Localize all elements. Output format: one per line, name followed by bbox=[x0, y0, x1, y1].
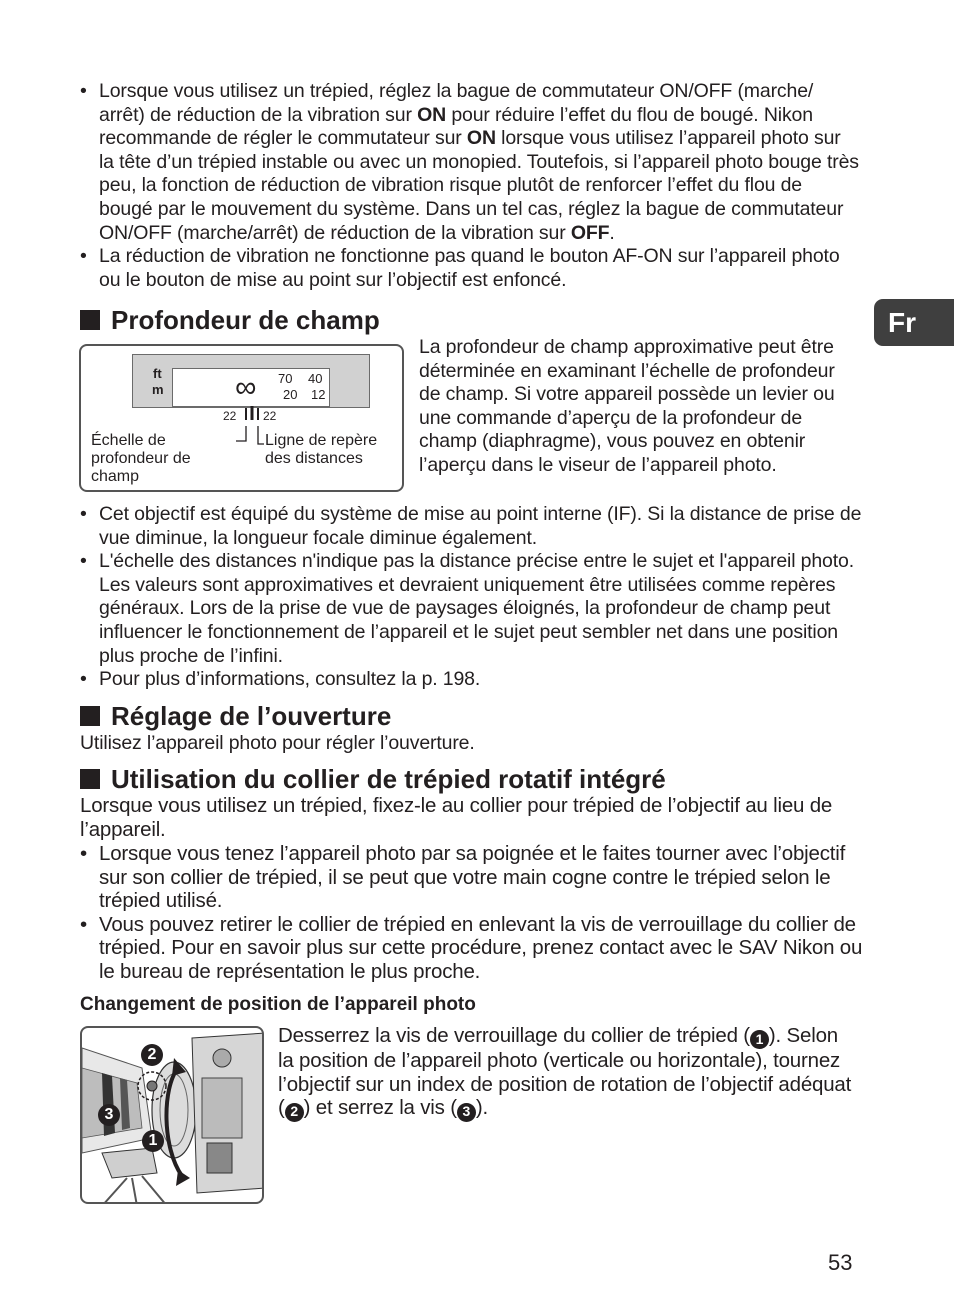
section-heading-depth-of-field bbox=[80, 305, 380, 335]
caption-dof-scale: Échelle de profondeur de champ bbox=[91, 432, 191, 485]
index-line-icon bbox=[236, 406, 266, 466]
distance-scale-window bbox=[172, 368, 330, 407]
heading-text: Utilisation du collier de trépied rotatif intégré bbox=[111, 764, 666, 794]
scale-unit-m: m bbox=[152, 382, 164, 397]
subheading-camera-position: Changement de position de l’appareil photo bbox=[80, 994, 476, 1015]
language-tab: Fr bbox=[874, 299, 954, 346]
tripod-collar-rotation-illustration bbox=[80, 1026, 264, 1204]
dof-mark-right: 22 bbox=[263, 409, 277, 423]
text-run: Desserrez la vis de verrouillage du collier de trépied ( bbox=[278, 1024, 750, 1047]
text-run: Lorsque vous utilisez un trépied, réglez la bague de commutateur ON/OFF (marche/ arrêt) de réduction de la vibration sur bbox=[99, 80, 814, 126]
heading-text: Réglage de l’ouverture bbox=[111, 701, 392, 731]
text-run: ). Selon la position de l’appareil photo (verticale ou horizontale), tournez l’objectif sur un index de position de rotation de l’objectif adéquat ( bbox=[278, 1024, 852, 1120]
list-item: • Lorsque vous tenez l’appareil photo par sa poignée et le faites tourner avec l’objectif sur son collier de trépied, il se peut que votre main cogne contre le trépied selon le trépied utilisé. bbox=[80, 842, 870, 913]
scale-number: 12 bbox=[311, 387, 326, 402]
list-item: • Pour plus d’informations, consultez la p. 198. bbox=[80, 668, 862, 692]
callout-2: 2 bbox=[141, 1044, 163, 1066]
bold-term: ON bbox=[466, 127, 496, 150]
scale-number: 40 bbox=[308, 371, 323, 386]
aperture-text: Utilisez l’appareil photo pour régler l’ouverture. bbox=[80, 732, 475, 754]
dof-mark-left: 22 bbox=[223, 409, 237, 423]
scale-panel bbox=[132, 354, 370, 408]
caption-distance-index: Ligne de repère des distances bbox=[265, 432, 378, 467]
callout-3: 3 bbox=[98, 1104, 120, 1126]
list-item: • L'échelle des distances n'indique pas la distance précise entre le sujet et l'appareil photo. Les valeurs sont approximatives et devraient uniquement être utilisées comme repères généraux. Lors de la prise de vue de paysages éloignés, la profondeur de champ peut influencer le fonctionnement de l’appareil et le sujet peut sembler net dans une position plus proche de l’infini. bbox=[80, 550, 862, 668]
camera-position-text bbox=[278, 1024, 858, 1122]
list-item bbox=[80, 245, 860, 292]
scale-number: 70 bbox=[278, 371, 293, 386]
bold-term: ON bbox=[417, 103, 447, 126]
depth-of-field-scale-figure bbox=[79, 344, 404, 492]
text-run: ). bbox=[475, 1096, 488, 1120]
list-item: • Vous pouvez retirer le collier de trépied en enlevant la vis de verrouillage du collier de trépied. Pour en savoir plus sur cette procédure, prenez contact avec le SAV Nikon ou le bureau de représentation le plus proche. bbox=[80, 913, 870, 984]
list-item bbox=[80, 80, 860, 245]
text-run: La réduction de vibration ne fonctionne pas quand le bouton AF-ON sur l’appareil photo ou le bouton de mise au point sur l’objectif est enfoncé. bbox=[99, 245, 840, 291]
square-bullet-icon bbox=[80, 310, 100, 330]
square-bullet-icon bbox=[80, 706, 100, 726]
square-bullet-icon bbox=[80, 769, 100, 789]
scale-number: 20 bbox=[283, 387, 298, 402]
text-run: lorsque vous utilisez l’appareil photo sur la tête d’un trépied instable ou avec un monopied. Toutefois, si l’appareil photo bouge très peu, la fonction de réduction de vibration risque plutôt de renforcer l’effet du flou de bougé par le mouvement du système. Dans un tel cas, réglez la bague de commutateur ON/OFF (marche/arrêt) de réduction de la vibration sur bbox=[99, 127, 859, 244]
text-run: . bbox=[609, 221, 615, 244]
tripod-bullet-list bbox=[80, 842, 870, 984]
page-number: 53 bbox=[828, 1250, 853, 1275]
callout-1: 1 bbox=[142, 1130, 164, 1152]
dof-bullet-list bbox=[80, 503, 862, 692]
intro-bullet-list bbox=[80, 80, 860, 292]
section-heading-aperture bbox=[80, 701, 391, 731]
text-run: ) et serrez la vis ( bbox=[303, 1096, 457, 1120]
step-number-icon: 1 bbox=[750, 1030, 769, 1049]
tripod-text: Lorsque vous utilisez un trépied, fixez-le au collier pour trépied de l’objectif au lieu de l’appareil. bbox=[80, 794, 833, 841]
section-heading-tripod-collar bbox=[80, 764, 666, 794]
step-number-icon: 3 bbox=[457, 1103, 476, 1122]
step-number-icon: 2 bbox=[285, 1103, 304, 1122]
scale-unit-ft: ft bbox=[153, 366, 162, 381]
heading-text: Profondeur de champ bbox=[111, 305, 380, 335]
depth-of-field-text: La profondeur de champ approximative peut être déterminée en examinant l’échelle de profondeur de champ. Si votre appareil possède un levier ou une commande d’aperçu de la profondeur de champ (diaphragme), vous pouvez en obtenir l’aperçu dans le viseur de l’appareil photo. bbox=[419, 336, 835, 476]
bold-term: OFF bbox=[570, 221, 610, 244]
infinity-mark: ∞ bbox=[235, 371, 257, 404]
text-run: pour réduire l’effet du flou de bougé. Nikon recommande de régler le commutateur sur bbox=[99, 103, 813, 150]
list-item: • Cet objectif est équipé du système de mise au point interne (IF). Si la distance de prise de vue diminue, la longueur focale diminue également. bbox=[80, 503, 862, 550]
